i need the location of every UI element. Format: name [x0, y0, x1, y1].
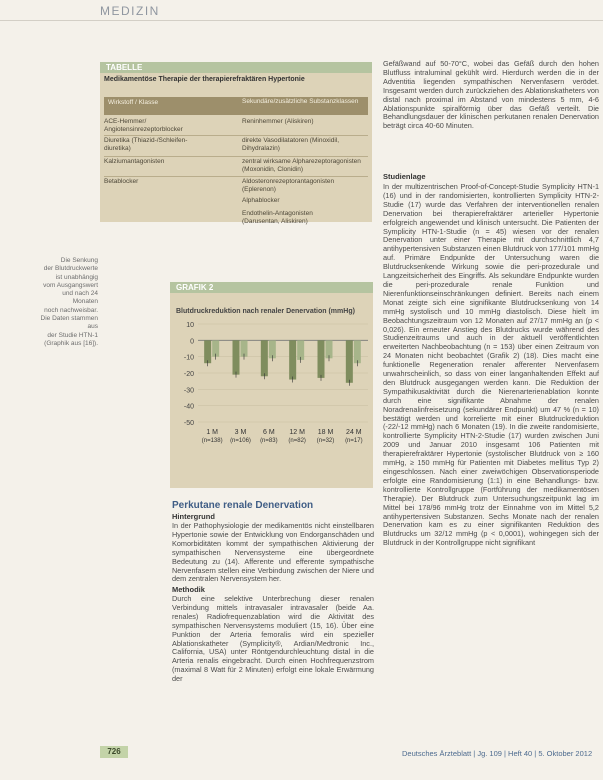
sample-size-label: (n=106) — [230, 438, 251, 444]
article-title: Perkutane renale Denervation — [172, 500, 314, 511]
sample-size-label: (n=83) — [260, 438, 278, 444]
table-title: Medikamentöse Therapie der therapierefraktären Hypertonie — [104, 76, 305, 83]
y-tick-label: 0 — [190, 338, 194, 346]
bar — [233, 340, 240, 374]
paragraph-right-1: Gefäßwand auf 50-70°C, wobei das Gefäß durch den hohen Blutfluss intraluminal gekühlt wird. Hierdurch werden die in der Adventitia liegenden sympathischen Nervenfasern verödet. Insgesamt werden durch zurückziehen des Ablationskatheters von distal nach proximal im Abstand von mindestens 5 mm, 4-6 Ablationspunkte spiralförmig über das Gefäß verteilt. Die Behandlungsdauer der klinischen perkutanen renalen Denervation beträgt circa 40-60 Minuten. — [383, 59, 599, 131]
table-row-divider — [104, 176, 368, 177]
bar — [289, 340, 296, 379]
x-tick-label: 1 M — [206, 429, 219, 436]
table-header-left: Wirkstoff / Klasse — [108, 99, 159, 106]
table-cell: Reninhemmer (Aliskiren) — [242, 118, 314, 125]
table-cell: Endothelin-Antagonisten (Darusentan, Aliskiren) — [242, 210, 313, 225]
table-tag: TABELLE — [100, 62, 372, 73]
y-tick-label: -50 — [183, 420, 194, 427]
chart-tag: GRAFIK 2 — [170, 282, 373, 293]
subheading-studies: Studienlage — [383, 172, 426, 181]
x-tick-label: 12 M — [289, 429, 305, 436]
bar — [346, 340, 353, 382]
paragraph-background: In der Pathophysiologie der medikamentös nicht einstellbaren Hypertonie sowie der Entwicklung von Endorganschäden und Komorbiditäten kommt der sympathischen Aktivierung der sympathischen Nervensysteme eine übergeordnete Bedeutung zu (14). Afferente und efferente sympathische Nervenfasern stellen eine Verbindung zwischen der Niere und dem zentralen Nervensystem her. — [172, 521, 374, 584]
table-cell: direkte Vasodilatatoren (Minoxidil, Dihydralazin) — [242, 137, 340, 152]
header-divider — [0, 20, 603, 21]
table-cell: Alphablocker — [242, 197, 280, 204]
x-tick-label: 24 M — [346, 429, 362, 436]
page-number: 726 — [100, 746, 128, 758]
sample-size-label: (n=138) — [201, 438, 223, 444]
bar — [354, 340, 361, 363]
bar — [318, 340, 325, 378]
table-cell: Kalziumantagonisten — [104, 158, 165, 165]
x-tick-label: 18 M — [317, 429, 334, 436]
bar — [204, 340, 211, 363]
table-cell: Aldosteronrezeptorantagonisten (Eplerenon) — [242, 178, 335, 193]
table-header-right: Sekundäre/zusätzliche Substanzklassen — [242, 98, 359, 105]
table-cell: ACE-Hemmer/ Angiotensinrezeptorblocker — [104, 118, 183, 133]
subheading-background: Hintergrund — [172, 512, 215, 521]
sample-size-label: (n=82) — [288, 438, 306, 444]
table-row-divider — [104, 135, 368, 136]
x-tick-label: 6 M — [262, 429, 275, 436]
table-cell: zentral wirksame Alpharezeptoragonisten (Moxonidin, Clonidin) — [242, 158, 361, 173]
subheading-method: Methodik — [172, 585, 205, 594]
table-cell: Betablocker — [104, 178, 139, 185]
y-tick-label: -10 — [183, 354, 194, 362]
sample-size-label: (n=32) — [316, 438, 335, 444]
y-tick-label: 10 — [186, 322, 194, 329]
table-header-row — [104, 97, 368, 115]
y-tick-label: -20 — [183, 371, 194, 378]
figure-caption: Die Senkung der Blutdruckwerte ist unabhängig vom Ausgangswert und nach 24 Monaten noch nachweisbar. Die Daten stammen aus der Studie HTN-1 (Graphik aus [16]). — [40, 257, 98, 347]
table-row-divider — [104, 156, 368, 157]
y-tick-label: -40 — [183, 403, 194, 411]
x-tick-label: 3 M — [234, 429, 247, 436]
section-header: MEDIZIN — [100, 4, 160, 18]
bar-chart — [170, 318, 373, 483]
paragraph-right-2: In der multizentrischen Proof-of-Concept-Studie Symplicity HTN-1 (16) und in der randomisierten, kontrollierten Symplicity HTN-2-Studie (17) wurde das Verfahren der interventionellen renalen Denervation bei therapierefraktärer arterieller Hypertonie erfolgreich angewendet und klinisch untersucht. Die Patienten der Symplicity HTN-1-Studie (n = 45) wiesen vor der renalen Denervation unter einer Therapie mit durchschnittlich 4,7 antihypertensiven Substanzen einen Blutdruck von 177/101 mmHg auf. Primäre Endpunkte der Untersuchung waren die Blutdrucksenkende Wirkung sowie die peri-prozedurale und Langzeitsicherheit des Eingriffs. Als sekundäre Endpunkte wurden die peri-prozedurale renale Funktion und Nierenfunktionseinschränkungen definiert. Bereits nach einem Monat zeigte sich eine signifikante Blutdrucksenkung von 14 mmHg systolisch und 10 mmHg diastolisch. Diese hielt im Beobachtungszeitraum von 12 Monaten auf 27/17 mmHg an (p < 0,026). Ein erneuter Anstieg des Blutdrucks wurde während des Studienzeitraums und auch in der aktuell veröffentlichten erweiterten Nachbeobachtung (n = 153) über einen Zeitraum von 24 Monaten nicht beobachtet (Grafik 2) (18). Dies macht eine funktionelle Regeneration renaler afferenter Nervenfasern unwahrscheinlich, so dass von einer langanhaltenden Effekt auf den Blutdruck ausgegangen werden kann. Die Reduktion der Sympathikusaktivität durch die Nierenarterienablation konnte durch eine signifikante Abnahme der renalen Noradrenalinfreisetzung (sekundärer Endpunkt) um 47 % (n = 10) bestätigt werden und korrelierte mit einer Blutdruckreduktion (-22/-12 mmHg) nach 6 Monaten (19). In die zweite randomisierte, kontrollierte Symplicity HTN-2-Studie (17) wurden zwischen Juni 2009 und Januar 2010 insgesamt 106 Patienten mit therapierefraktärer Hypertonie (systolischer Blutdruck von ≥ 160 mmHg, ≥ 150 mmHg für Patienten mit Diabetes mellitus Typ 2) eingeschlossen. Nach einer zweiwöchigen Observationsperiode erfolgte eine Randomisierung (1:1) in eine Behandlungs- bzw. kontrollierte Kontrollgruppe (Fortführung der medikamentösen Therapie). Der Blutdruck zum Untersuchungszeitpunkt lag im Mittel bei 178/96 mmHg trotz der Einnahme von im Mittel 5,2 antihypertensiven Substanzen. Sechs Monate nach der renalen Denervation kam es zu einer signifikanten Reduktion des Blutdrucks um 32/12 mmHg (p < 0,0001), wohingegen sich der Blutdruck in der Kontrollgruppe nicht signifikant — [383, 182, 599, 548]
paragraph-method: Durch eine selektive Unterbrechung dieser renalen Verbindung mittels intravasaler intravasaler (beide Aa. renales) Radiofrequenzablation wird die Aktivität des sympathischen Nervensystems moduliert (15, 16). Über eine Punktion der Arteria femoralis wird ein spezieller Ablationskatheter (Symplicity®, Ardian/Medtronic Inc., California, USA) unter Röntgendurchleuchtung distal in die Arteria renalis eingebracht. Durch einen Hochfrequenzstrom (maximal 8 Watt für 2 Minuten) erfolgt eine lokale Erwärmung der — [172, 594, 374, 684]
bar — [261, 340, 268, 376]
chart-title: Blutdruckreduktion nach renaler Denervation (mmHg) — [176, 308, 355, 315]
y-tick-label: -30 — [183, 387, 194, 395]
table-cell: Diuretika (Thiazid-/Schleifen- diuretika) — [104, 137, 188, 152]
footer-citation: Deutsches Ärzteblatt | Jg. 109 | Heft 40 | 5. Oktober 2012 — [402, 749, 593, 758]
sample-size-label: (n=17) — [345, 438, 363, 444]
